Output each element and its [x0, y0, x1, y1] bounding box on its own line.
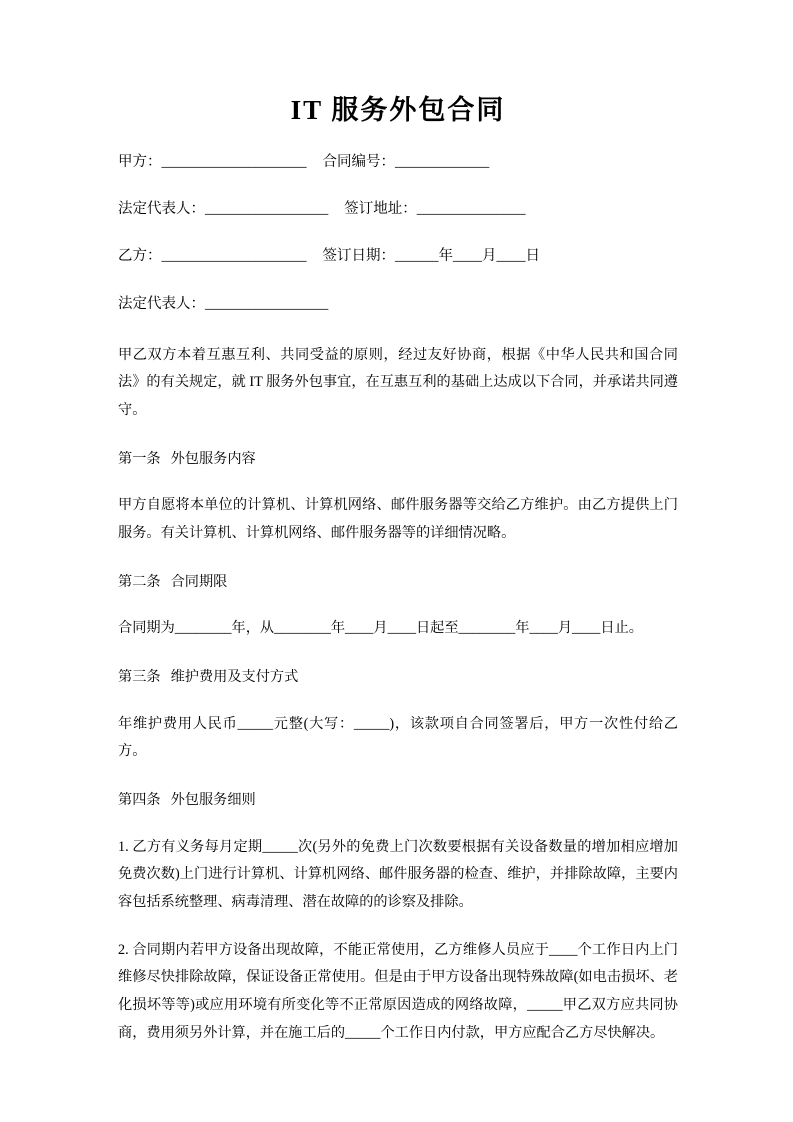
clause-1-body: 甲方自愿将本单位的计算机、计算机网络、邮件服务器等交给乙方维护。由乙方提供上门服务。有关计算机、计算机网络、邮件服务器等的详细情况略。: [118, 497, 678, 542]
clause-3-title: 维护费用及支付方式: [170, 669, 299, 685]
clause-4-item-1: 1. 乙方有义务每月定期_____次(另外的免费上门次数要根据有关设备数量的增加相应增加免费次数)上门进行计算机、计算机网络、邮件服务器的检查、维护，并排除故障，主要内容包括系统整理、病毒清理、潜在故障的的诊察及排除。: [118, 838, 678, 910]
header-field-row-legal-rep-b: [118, 293, 678, 316]
clause-4-item-2: 2. 合同期内若甲方设备出现故障，不能正常使用，乙方维修人员应于____个工作日内上门维修尽快排除故障，保证设备正常使用。但是由于甲方设备出现特殊故障(如电击损坏、老化损坏等等)或应用环境有所变化等不正常原因造成的网络故障，_____甲乙双方应共同协商，费用须另外计算，并在施工后的_____个工作日内付款，甲方应配合乙方尽快解决。: [118, 941, 678, 1041]
label-legal-rep-b: 法定代表人：: [118, 295, 205, 312]
blank-signing-date[interactable]: ______年____月____日: [395, 248, 540, 265]
label-party-b: 乙方：: [118, 248, 162, 265]
label-contract-number: 合同编号：: [322, 154, 395, 170]
preamble-paragraph: 甲乙双方本着互惠互利、共同受益的原则，经过友好协商，根据《中华人民共和国合同法》的有关规定，就 IT 服务外包事宜，在互惠互利的基础上达成以下合同，并承诺共同遵守。: [118, 346, 678, 419]
label-party-a: 甲方：: [118, 154, 162, 170]
label-signing-place: 签订地址：: [344, 201, 417, 218]
clause-2-body: 合同期为________年，从________年____月____日起至________年____月____日止。: [118, 620, 643, 637]
blank-contract-number[interactable]: _____________: [395, 154, 490, 170]
page-title: IT 服务外包合同: [290, 95, 506, 125]
header-field-row-party-b: [118, 245, 678, 268]
blank-legal-rep-b[interactable]: _________________: [205, 295, 329, 312]
header-field-row-legal-rep-a: [118, 198, 678, 221]
blank-party-b[interactable]: ____________________: [161, 248, 307, 265]
label-legal-rep-a: 法定代表人：: [118, 201, 205, 218]
clause-heading-3: [118, 665, 678, 691]
clause-1-title: 外包服务内容: [170, 450, 256, 467]
clause-2-title: 合同期限: [170, 573, 228, 590]
document-body: [118, 0, 678, 1062]
clause-4-number: 第四条: [118, 791, 161, 808]
blank-party-a[interactable]: ____________________: [161, 154, 307, 170]
clause-4-title: 外包服务细则: [170, 791, 256, 808]
clause-heading-1: [118, 447, 678, 473]
header-field-row-party-a: [118, 151, 678, 174]
clause-heading-4: [118, 788, 678, 814]
blank-signing-place[interactable]: _______________: [416, 201, 526, 218]
clause-1-number: 第一条: [118, 450, 161, 467]
label-signing-date: 签订日期：: [322, 248, 395, 265]
clause-3-body: 年维护费用人民币_____元整(大写：_____)，该款项自合同签署后，甲方一次性付给乙方。: [118, 715, 678, 760]
clause-3-number: 第三条: [118, 669, 161, 685]
clause-heading-2: [118, 570, 678, 596]
blank-legal-rep-a[interactable]: _________________: [205, 201, 329, 218]
clause-2-number: 第二条: [118, 573, 161, 590]
